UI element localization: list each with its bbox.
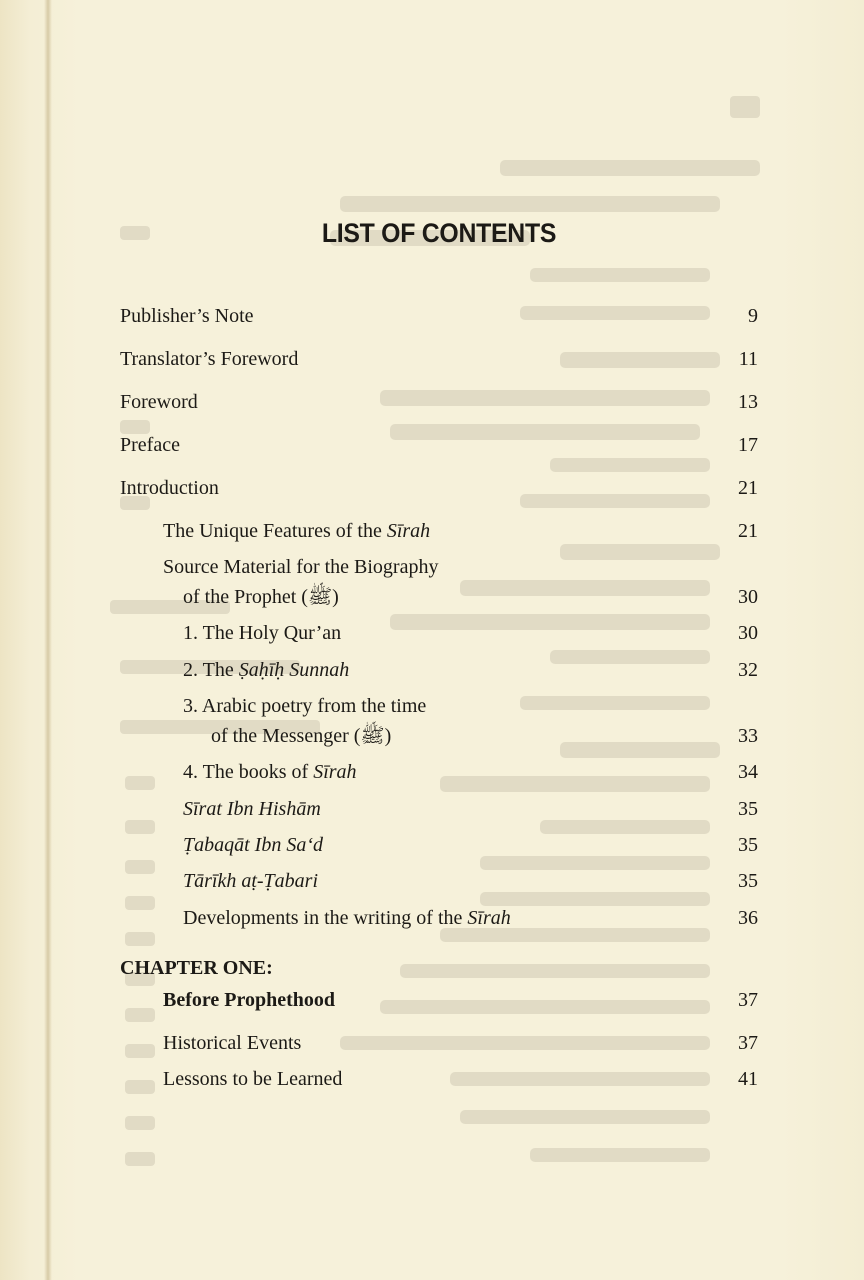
- toc-entry-tarikh-at-tabari: [183, 869, 758, 893]
- toc-entry-page: 34: [738, 761, 758, 783]
- toc-entry-label-italic: Sīrah: [386, 520, 431, 542]
- toc-entry-page: 21: [738, 477, 758, 499]
- toc-entry-developments: [183, 906, 758, 930]
- toc-entry-before-prophethood: [163, 988, 758, 1012]
- toc-entry-label-line1: 3. Arabic poetry from the time: [183, 695, 427, 717]
- toc-entry-label: Tārīkh aṭ-Ṭabari: [183, 870, 319, 892]
- toc-entry-label: Preface: [120, 434, 180, 456]
- toc-entry-page: 37: [738, 989, 758, 1011]
- toc-entry-page: 17: [738, 434, 758, 456]
- toc-entry-page: 11: [738, 348, 758, 370]
- toc-entry-holy-quran: [183, 621, 758, 645]
- toc-entry-page: 30: [738, 586, 758, 608]
- toc-entry-label: Introduction: [120, 477, 219, 499]
- toc-entry-page: 41: [738, 1068, 758, 1090]
- toc-entry-label: Historical Events: [163, 1032, 302, 1054]
- toc-entry-label: Before Prophethood: [163, 989, 336, 1011]
- toc-chapter-label: CHAPTER ONE:: [120, 957, 273, 979]
- toc-entry-page: 30: [738, 622, 758, 644]
- toc-entry-label-line2: of the Prophet (ﷺ): [183, 586, 339, 608]
- toc-entry-label-italic: Ṣaḥīḥ Sunnah: [238, 659, 350, 681]
- toc-entry-page: 33: [738, 725, 758, 747]
- toc-entry-sirat-ibn-hisham: [183, 797, 758, 821]
- toc-entry-page: 21: [738, 520, 758, 542]
- toc-entry-label-text: Developments in the writing of the: [183, 907, 468, 929]
- toc-entry-tabaqat-ibn-sad: [183, 833, 758, 857]
- toc-entry-source-material: [163, 555, 758, 609]
- toc-entry-historical-events: [163, 1031, 758, 1055]
- toc-entry-arabic-poetry: [183, 694, 758, 748]
- page-gutter-shadow: [44, 0, 52, 1280]
- toc-entry-label-italic: Sīrah: [313, 761, 357, 783]
- toc-entry-label: Publisher’s Note: [120, 305, 254, 327]
- toc-entry-books-of-sirah: [183, 760, 758, 784]
- toc-entry-foreword: [120, 390, 758, 414]
- toc-entry-label: Sīrat Ibn Hishām: [183, 798, 321, 820]
- toc-entry-label: [183, 760, 357, 784]
- toc-entry-label: Translator’s Foreword: [120, 348, 299, 370]
- toc-entry-label: [183, 906, 511, 930]
- toc-entry-label-italic: Sīrah: [467, 907, 511, 929]
- toc-entry-preface: [120, 433, 758, 457]
- toc-entry-label: [183, 658, 349, 682]
- toc-entry-unique-features: [163, 519, 758, 543]
- toc-entry-label: Ṭabaqāt Ibn Sa‘d: [183, 834, 323, 856]
- toc-entry-page: 35: [738, 870, 758, 892]
- toc-entry-publishers-note: [120, 304, 758, 328]
- page-title: LIST OF CONTENTS: [321, 218, 557, 248]
- toc-entry-label-text: The Unique Features of the: [163, 520, 387, 542]
- toc-entry-page: 13: [738, 391, 758, 413]
- toc-entry-label: [163, 519, 430, 543]
- toc-entry-label-line2: of the Messenger (ﷺ): [211, 725, 392, 747]
- toc-entry-page: 32: [738, 659, 758, 681]
- toc-entry-page: 36: [738, 907, 758, 929]
- toc-entry-label-text: 2. The: [183, 659, 239, 681]
- toc-entry-lessons-to-be-learned: [163, 1067, 758, 1091]
- toc-entry-page: 35: [738, 798, 758, 820]
- toc-entry-label: 1. The Holy Qur’an: [183, 622, 342, 644]
- toc-entry-page: 35: [738, 834, 758, 856]
- toc-entry-label: Lessons to be Learned: [163, 1068, 343, 1090]
- toc-entry-label-text: 4. The books of: [183, 761, 314, 783]
- toc-chapter-heading: [120, 956, 758, 980]
- toc-entry-label: Foreword: [120, 391, 198, 413]
- toc-entry-introduction: [120, 476, 758, 500]
- toc-entry-page: 9: [748, 305, 758, 327]
- toc-entry-translators-foreword: [120, 347, 758, 371]
- toc-entry-sahih-sunnah: [183, 658, 758, 682]
- toc-entry-label-line1: Source Material for the Biography: [163, 556, 439, 578]
- toc-entry-page: 37: [738, 1032, 758, 1054]
